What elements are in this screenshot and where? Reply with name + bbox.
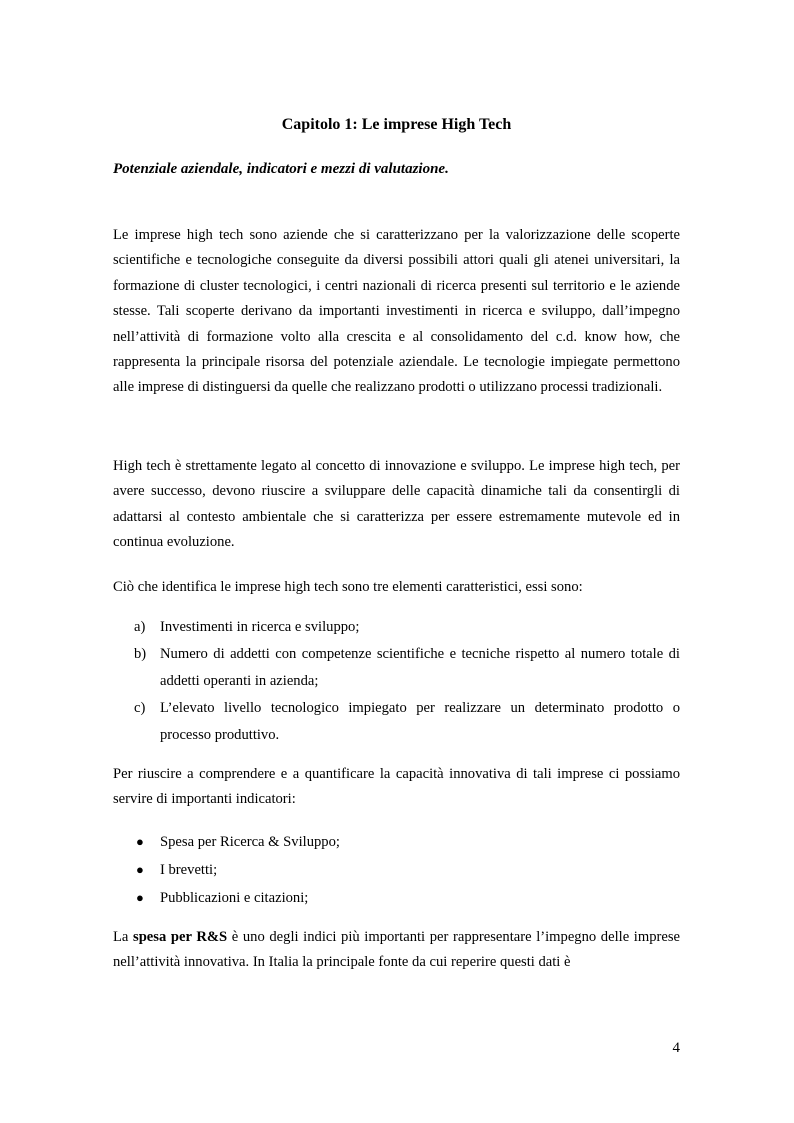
chapter-title: Capitolo 1: Le imprese High Tech <box>281 116 512 133</box>
paragraph-prefix: La <box>113 929 134 945</box>
paragraph-intro: Le imprese high tech sono aziende che si caratterizzano per la valorizzazione delle scoperte scientifiche e tecnologiche conseguite da diversi possibili attori quali gli atenei universitari, la formazione di cluster tecnologici, i centri nazionali di ricerca presenti sul territorio e le aziende stesse. Tali scoperte derivano da importanti investimenti in ricerca e sviluppo, dall’impegno nell’attività di formazione volto alla crescita e al consolidamento del c.d. know how, che rappresenta la principale risorsa del potenziale aziendale. Le tecnologie impiegate permettono alle imprese di distinguersi da quelle che realizzano prodotti o utilizzano processi tradizionali. <box>113 227 680 396</box>
bold-term: spesa per R&S <box>133 929 228 945</box>
list-marker: b) <box>134 646 147 662</box>
list-marker: c) <box>134 700 146 716</box>
list-item-text: Investimenti in ricerca e sviluppo; <box>160 619 360 635</box>
indicators-list <box>113 828 680 912</box>
paragraph-indicators-intro: Per riuscire a comprendere e a quantificare la capacità innovativa di tali imprese ci possiamo servire di importanti indicatori: <box>113 766 680 808</box>
list-item-text: Spesa per Ricerca & Sviluppo; <box>160 834 340 850</box>
list-item-text: L’elevato livello tecnologico impiegato per realizzare un determinato prodotto o processo produttivo. <box>160 700 680 743</box>
paragraph-high-tech: High tech è strettamente legato al concetto di innovazione e sviluppo. Le imprese high tech, per avere successo, devono riuscire a sviluppare delle capacità dinamiche tali da consentirgli di adattarsi al contesto ambientale che si caratterizza per essere estremamente mutevole ed in continua evoluzione. <box>113 458 680 551</box>
list-item-text: Numero di addetti con competenze scientifiche e tecniche rispetto al numero totale di addetti operanti in azienda; <box>160 646 680 689</box>
paragraph-rest: è uno degli indici più importanti per rappresentare l’impegno delle imprese nell’attività innovativa. In Italia la principale fonte da cui reperire questi dati è <box>113 929 680 971</box>
list-item <box>113 828 680 856</box>
bullet-icon: ● <box>136 890 144 905</box>
bullet-icon: ● <box>136 834 144 849</box>
bullet-icon: ● <box>136 862 144 877</box>
section-title: Potenziale aziendale, indicatori e mezzi di valutazione. <box>113 161 449 177</box>
list-marker: a) <box>134 619 146 635</box>
list-item <box>113 856 680 884</box>
characteristics-list <box>113 614 680 749</box>
paragraph-rs-spending <box>113 925 680 976</box>
list-item <box>113 695 680 749</box>
list-item <box>113 884 680 912</box>
paragraph-elements-intro: Ciò che identifica le imprese high tech sono tre elementi caratteristici, essi sono: <box>113 579 583 595</box>
list-item-text: I brevetti; <box>160 862 218 878</box>
list-item <box>113 614 680 641</box>
page-number: 4 <box>672 1040 680 1056</box>
list-item <box>113 641 680 695</box>
list-item-text: Pubblicazioni e citazioni; <box>160 890 309 906</box>
